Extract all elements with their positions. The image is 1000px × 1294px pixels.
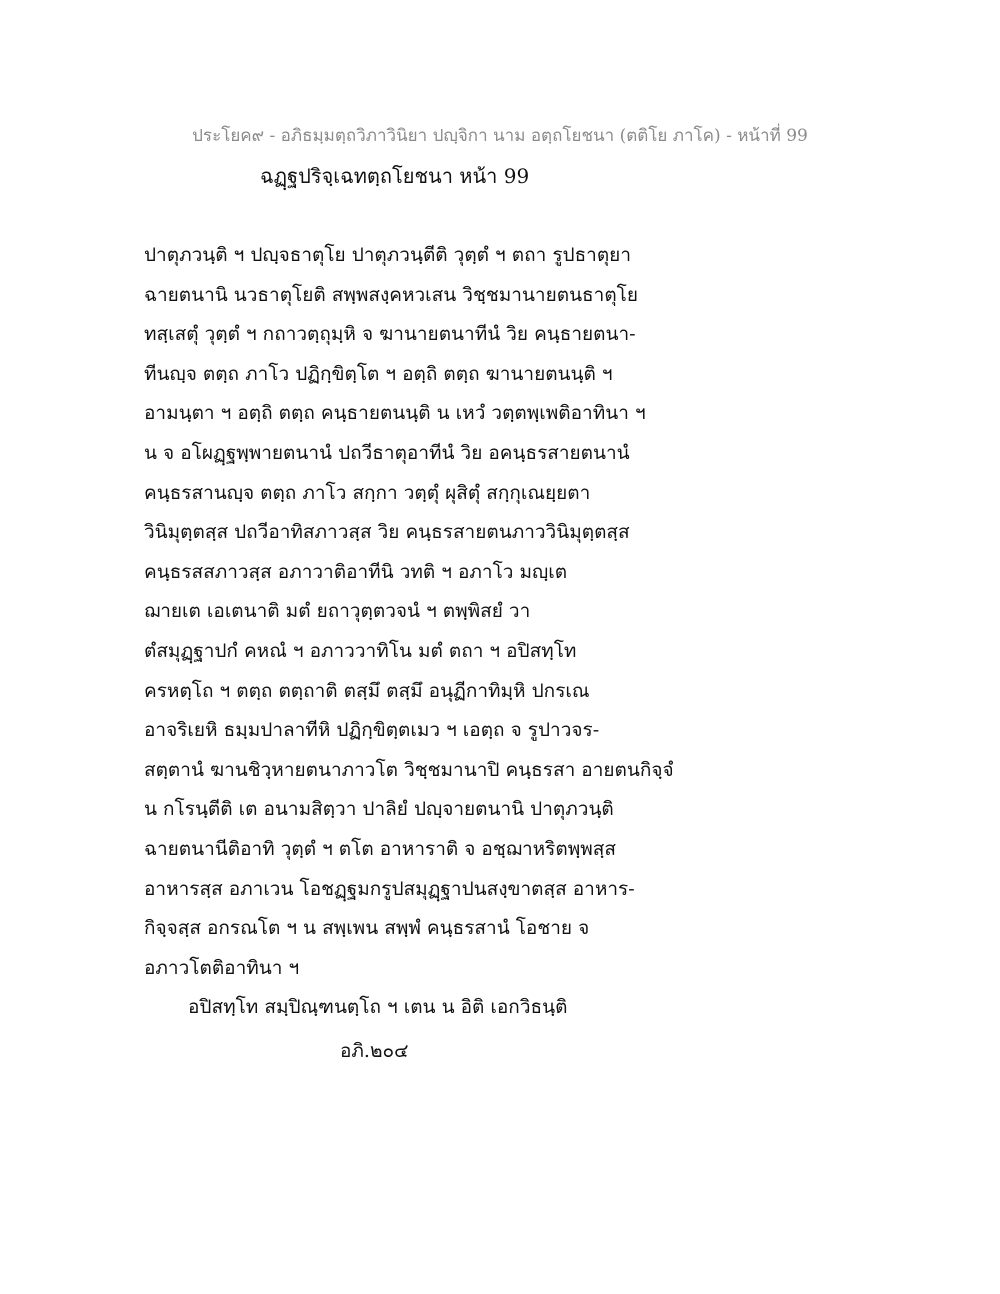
text-line: ทสฺเสตุํ วุตฺตํ ฯ กถาวตฺถุมฺหิ จ ฆานายตนาทีนํ วิย คนฺธายตนา- (144, 323, 636, 346)
text-line: อาหารสฺส อภาเวน โอชฏฺฐมกรูปสมุฏฺฐาปนสงฺขาตสฺส อาหาร- (144, 877, 635, 900)
running-header (0, 122, 1000, 149)
text-line: อามนฺตา ฯ อตฺถิ ตตฺถ คนฺธายตนนฺติ น เหวํ วตฺตพฺเพติอาทินา ฯ (144, 402, 646, 425)
text-line: น กโรนฺตีติ เต อนามสิตฺวา ปาลิยํ ปญฺจายตนานิ ปาตุภวนฺติ (144, 798, 614, 821)
section-title: ฉฏฺฐปริจฺเฉทตฺถโยชนา หน้า 99 (260, 164, 530, 188)
text-line: ปาตุภวนฺติ ฯ ปญฺจธาตุโย ปาตุภวนฺตีติ วุตฺตํ ฯ ตถา รูปธาตุยา (144, 244, 631, 266)
text-line: ฉายตนานิ นวธาตุโยติ สพฺพสงฺคหวเสน วิชฺชมานายตนธาตุโย (144, 283, 638, 306)
text-line: คนฺธรสานญฺจ ตตฺถ ภาโว สกฺกา วตฺตุํ ผุสิตุํ สกฺกุเณยฺยตา (144, 481, 591, 504)
text-line: ทีนญฺจ ตตฺถ ภาโว ปฏิกฺขิตฺโต ฯ อตฺถิ ตตฺถ ฆานายตนนฺติ ฯ (144, 362, 613, 385)
text-line: ครหตฺโถ ฯ ตตฺถ ตตฺถาติ ตสฺมึ ตสฺมึ อนุฏีกาทิมฺหิ ปกรเณ (144, 679, 590, 702)
page-reference: อภิ.๒๐๔ (340, 1040, 409, 1062)
text-line: คนฺธรสสภาวสฺส อภาวาติอาทีนิ วทติ ฯ อภาโว มญฺเต (144, 560, 568, 583)
text-line: สตฺตานํ ฆานชิวฺหายตนาภาวโต วิชฺชมานาปิ คนฺธรสา อายตนกิจฺจํ (144, 758, 674, 781)
text-line: อภาวโตติอาทินา ฯ (144, 956, 300, 979)
body-text (144, 236, 884, 1028)
text-line: ฌายเต เอเตนาติ มตํ ยถาวุตฺตวจนํ ฯ ตพฺพิสยํ วา (144, 600, 531, 623)
text-line: ฉายตนานีติอาทิ วุตฺตํ ฯ ตโต อาหาราติ จ อชฺฌาหริตพฺพสฺส (144, 837, 616, 860)
running-header-text: ประโยค๙ - อภิธมฺมตฺถวิภาวินิยา ปญฺจิกา นาม อตฺถโยชนา (ตติโย ภาโค) - หน้าที่ 99 (192, 126, 808, 146)
text-line: อาจริเยหิ ธมฺมปาลาทีหิ ปฏิกฺขิตฺตเมว ฯ เอตฺถ จ รูปาวจร- (144, 719, 600, 742)
text-line: ตํสมุฏฺฐาปกํ คหณํ ฯ อภาววาทิโน มตํ ตถา ฯ อปิสทฺโท (144, 639, 577, 662)
indented-text-line: อปิสทฺโท สมฺปิณฺฑนตฺโถ ฯ เตน น อิติ เอกวิธนฺติ (188, 996, 568, 1019)
text-line: กิจฺจสฺส อกรณโต ฯ น สพฺเพน สพฺพํ คนฺธรสานํ โอชาย จ (144, 917, 590, 940)
text-line: น จ อโผฏฺฐพฺพายตนานํ ปถวีธาตุอาทีนํ วิย อคนฺธรสายตนานํ (144, 441, 630, 464)
text-line: วินิมุตฺตสฺส ปถวีอาทิสภาวสฺส วิย คนฺธรสายตนภาววินิมุตฺตสฺส (144, 521, 630, 544)
